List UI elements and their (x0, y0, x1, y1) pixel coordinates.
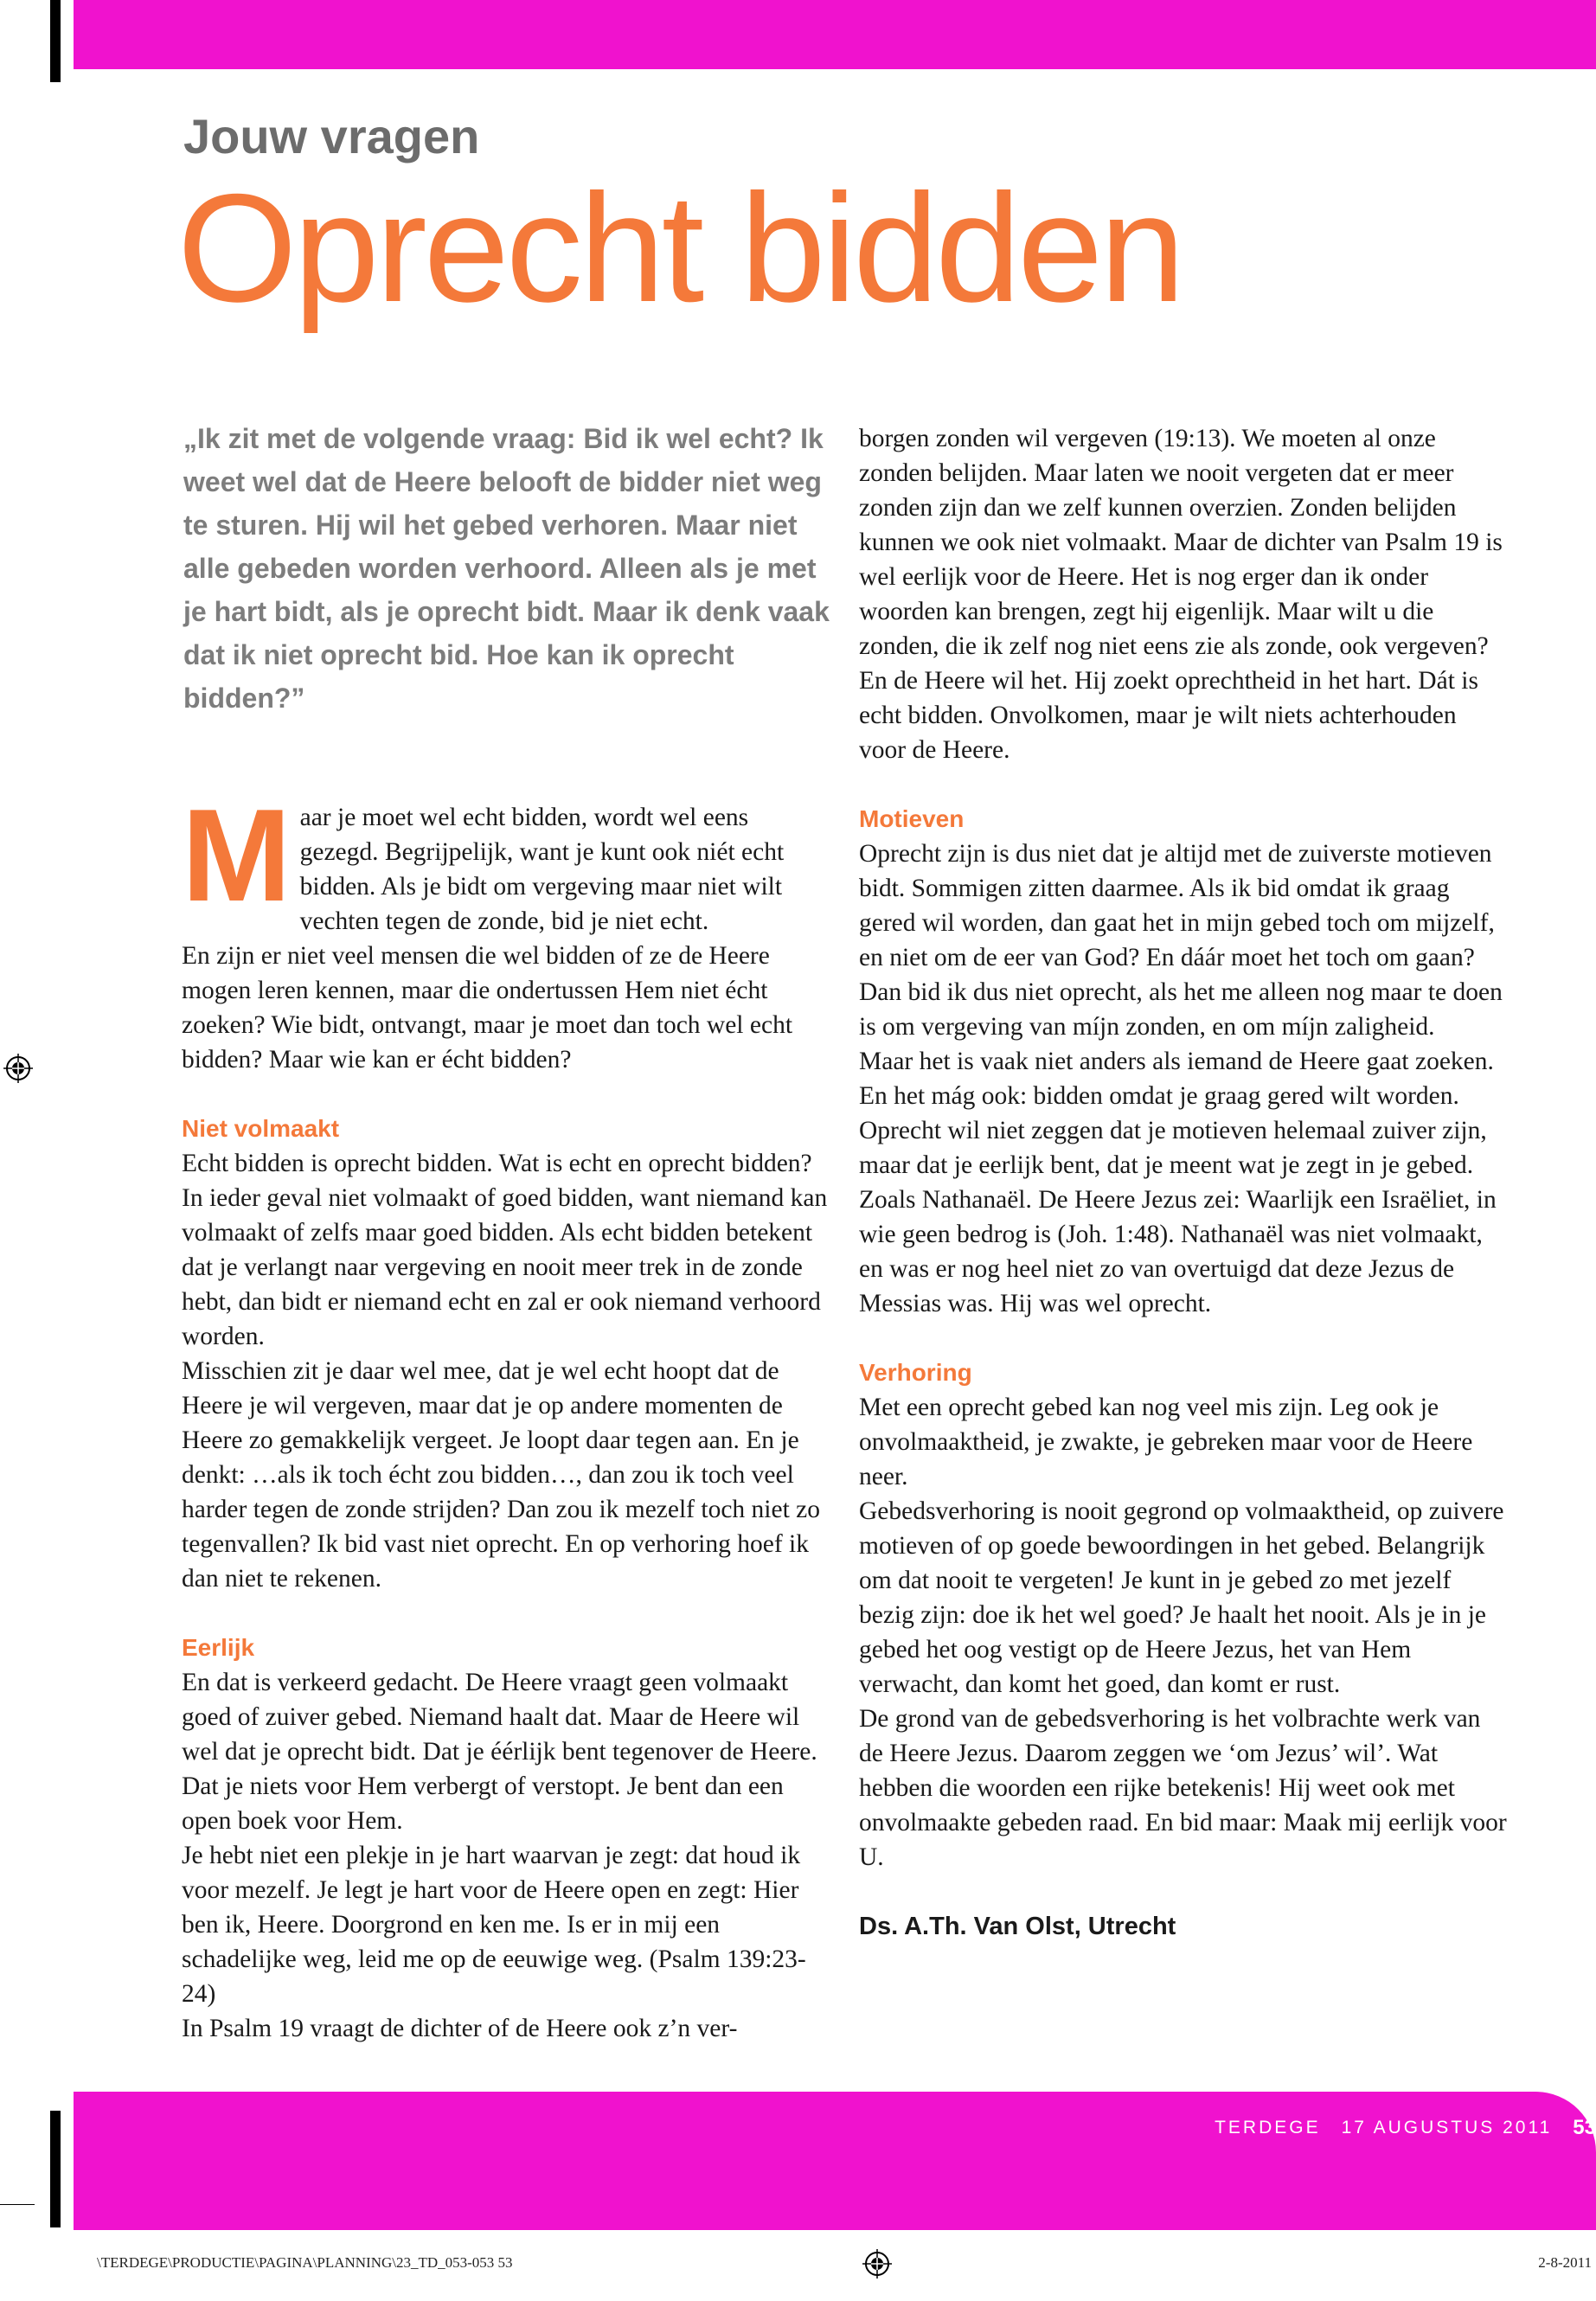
paragraph: Oprecht zijn is dus niet dat je altijd met de zuiverste motieven bidt. Sommigen zitten daarmee. Als ik bid omdat ik graag gered wil worden, dan gaat het in mijn gebed toch om mijzelf, en niet om de eer van God? En dáár moet het toch om gaan? Dan bid ik dus niet oprecht, als het me alleen nog maar te doen is om vergeving van míjn zonden, en om míjn zaligheid. (859, 840, 1503, 1041)
section-kicker: Jouw vragen (183, 109, 480, 163)
crop-mark-bottom-left-line (0, 2204, 35, 2205)
crop-mark-bottom-left (50, 2111, 61, 2227)
crop-mark-top-left (50, 0, 61, 82)
intro-text: aar je moet wel echt bidden, wordt wel eens gezegd. Begrijpelijk, want je kunt ook niét echt bidden. Als je bidt om vergeving maar niet wilt vechten tegen de zonde, bid je niet echt. (299, 804, 785, 935)
paragraph: Je hebt niet een plekje in je hart waarvan je zegt: dat houd ik voor mezelf. Je legt je hart voor de Heere open en zegt: Hier ben ik, Heere. Doorgrond en ken me. Is er in mij een schadelijke weg, leid me op de eeuwige weg. (Psalm 139:23-24) (182, 1842, 806, 2008)
page-footer (1215, 2111, 1596, 2145)
registration-mark-icon (862, 2249, 892, 2279)
drop-cap: M (182, 782, 292, 929)
heading-verhoring: Verhoring (859, 1359, 972, 1386)
paragraph: Oprecht wil niet zeggen dat je motieven helemaal zuiver zijn, maar dat je eerlijk bent, dat je meent wat je zegt in je gebed. Zoals Nathanaël. De Heere Jezus zei: Waarlijk een Israëliet, in wie geen bedrog is (Joh. 1:48). Nathanaël was niet volmaakt, en was er nog heel niet zo van overtuigd dat deze Jezus de Messias was. Hij was wel oprecht. (859, 1117, 1497, 1317)
intro-paragraph (182, 782, 832, 939)
heading-niet-volmaakt: Niet volmaakt (182, 1115, 340, 1142)
heading-motieven: Motieven (859, 805, 965, 832)
issue-date: 17 AUGUSTUS 2011 (1341, 2118, 1553, 2138)
print-slug-path: \TERDEGE\PRODUCTIE\PAGINA\PLANNING\23_TD_053-053 53 (97, 2254, 513, 2271)
continued-paragraph: borgen zonden wil vergeven (19:13). We moeten al onze zonden belijden. Maar laten we nooit vergeten dat er meer zonden zijn dan we zelf kunnen overzien. Zonden belijden kunnen we ook niet volmaakt. Maar de dichter van Psalm 19 is wel eerlijk voor de Heere. Het is nog erger dan ik onder woorden kan brengen, zegt hij eigenlijk. Maar wilt u die zonden, die ik zelf nog niet eens zie als zonde, ook vergeven? En de Heere wil het. Hij zoekt oprechtheid in het hart. Dát is echt bidden. Onvolkomen, maar je wilt niets achterhouden voor de Heere. (859, 425, 1503, 764)
top-color-band (74, 0, 1596, 69)
paragraph: Met een oprecht gebed kan nog veel mis zijn. Leg ook je onvolmaaktheid, je zwakte, je gebreken maar voor de Heere neer. (859, 1394, 1473, 1490)
page-title: Oprecht bidden (177, 162, 1183, 334)
heading-eerlijk: Eerlijk (182, 1634, 255, 1661)
author-signature: Ds. A.Th. Van Olst, Utrecht (859, 1913, 1176, 1940)
magazine-name: TERDEGE (1215, 2118, 1321, 2138)
reader-question: „Ik zit met de volgende vraag: Bid ik wel echt? Ik weet wel dat de Heere belooft de bidder niet weg te sturen. Hij wil het gebed verhoren. Maar niet alle gebeden worden verhoord. Alleen als je met je hart bidt, als je oprecht bidt. Maar ik denk vaak dat ik niet oprecht bid. Hoe kan ik oprecht bidden?” (183, 423, 830, 714)
page-number: 53 (1573, 2116, 1596, 2139)
intro-paragraph-2: En zijn er niet veel mensen die wel bidden of ze de Heere mogen leren kennen, maar die ondertussen Hem niet écht zoeken? Wie bidt, ontvangt, maar je moet dan toch wel echt bidden? Maar wie kan er écht bidden? (182, 942, 793, 1074)
paragraph: In Psalm 19 vraagt de dichter of de Heere ook z’n ver- (182, 2015, 738, 2042)
paragraph: Maar het is vaak niet anders als iemand de Heere gaat zoeken. En het mág ook: bidden omdat je graag gered wilt worden. (859, 1048, 1494, 1110)
print-slug-date: 2-8-2011 (1538, 2254, 1592, 2271)
paragraph: Echt bidden is oprecht bidden. Wat is echt en oprecht bidden? In ieder geval niet volmaakt of goed bidden, want niemand kan volmaakt of zelfs maar goed bidden. Als echt bidden betekent dat je verlangt naar vergeving en nooit meer trek in de zonde hebt, dan bidt er niemand echt en zal er ook niemand verhoord worden. (182, 1150, 828, 1350)
registration-mark-icon (3, 1054, 33, 1083)
article-column-right (859, 421, 1509, 1944)
paragraph: Misschien zit je daar wel mee, dat je wel echt hoopt dat de Heere je wil vergeven, maar dat je op andere momenten de Heere zo gemakkelijk vergeet. Je loopt daar tegen aan. En je denkt: …als ik toch écht zou bidden…, dan zou ik toch veel harder tegen de zonde strijden? Dan zou ik mezelf toch niet zo tegenvallen? Ik bid vast niet oprecht. En op verhoring hoef ik dan niet te rekenen. (182, 1357, 821, 1593)
paragraph: Gebedsverhoring is nooit gegrond op volmaaktheid, op zuivere motieven of op goede bewoordingen in het gebed. Belangrijk om dat nooit te vergeten! Je kunt in je gebed zo met jezelf bezig zijn: doe ik het wel goed? Je haalt het nooit. Als je in je gebed het oog vestigt op de Heere Jezus, het van Hem verwacht, dan komt het goed, dan komt er rust. (859, 1497, 1504, 1698)
paragraph: De grond van de gebedsverhoring is het volbrachte werk van de Heere Jezus. Daarom zeggen we ‘om Jezus’ wil’. Wat hebben die woorden een rijke betekenis! Hij weet ook met onvolmaakte gebeden raad. En bid maar: Maak mij eerlijk voor U. (859, 1705, 1507, 1871)
paragraph: En dat is verkeerd gedacht. De Heere vraagt geen volmaakt goed of zuiver gebed. Niemand haalt dat. Maar de Heere wil wel dat je oprecht bidt. Dat je éérlijk bent tegenover de Heere. Dat je niets voor Hem verbergt of verstopt. Je bent dan een open boek voor Hem. (182, 1669, 817, 1835)
article-column-left (182, 782, 832, 2046)
